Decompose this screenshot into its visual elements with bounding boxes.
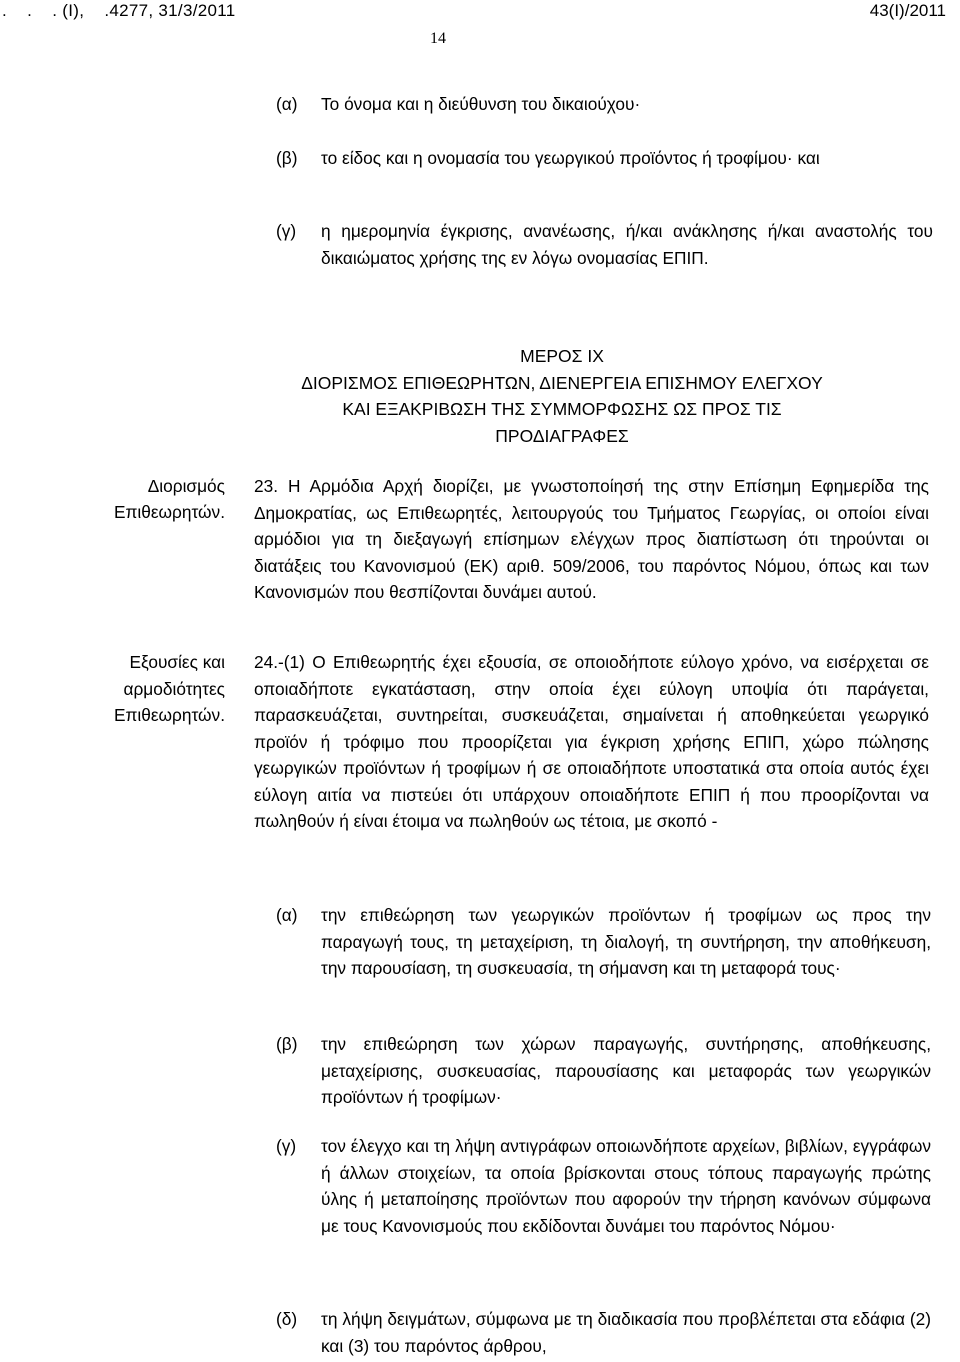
- list-item: [276, 902, 936, 1012]
- list-item-text: η ημερομηνία έγκρισης, ανανέωσης, ή/και ανάκλησης ή/και αναστολής του δικαιώματος χρήσης της εν λόγω ονομασίας ΕΠΙΠ.: [321, 221, 933, 268]
- list-item: [276, 1031, 936, 1115]
- list-item-label: (α): [276, 905, 298, 925]
- margin-note-line: Διορισμός: [147, 476, 225, 496]
- list-item-label: (γ): [276, 1136, 297, 1156]
- list-item-label: (β): [276, 148, 298, 168]
- list-item-label: (α): [276, 94, 298, 114]
- list-item-text: τη λήψη δειγμάτων, σύμφωνα με τη διαδικασία που προβλέπεται στα εδάφια (2) και (3) του παρόντος άρθρου,: [321, 1309, 931, 1356]
- list-item-text: την επιθεώρηση των χώρων παραγωγής, συντήρησης, αποθήκευσης, μεταχείρισης, συσκευασίας, παρουσίασης και μεταφοράς των γεωργικών προϊόντων ή τροφίμων·: [321, 1034, 931, 1108]
- section-24-text: 24.-(1) Ο Επιθεωρητής έχει εξουσία, σε οποιοδήποτε εύλογο χρόνο, να εισέρχεται σε οποιαδήποτε εγκατάσταση, στην οποία έχει εύλογη υποψία ότι παράγεται, παρασκευάζεται, συντηρείται, συσκευάζεται, σημαίνεται ή αποθηκεύεται γεωργικό προϊόν ή τρόφιμο που προορίζεται για έγκριση χρήσης ΕΠΙΠ, χώρο πώλησης γεωργικών προϊόντων ή τροφίμων ή σε οποιαδήποτε υποστατικά στα οποία αυτός έχει εύλογη αιτία να πιστεύει ότι υπάρχουν οποιαδήποτε ΕΠΙΠ ή που προορίζονται να πωληθούν ή είναι έτοιμα να πωληθούν ως τέτοια, με σκοπό -: [254, 652, 929, 831]
- margin-note-line: Επιθεωρητών.: [113, 705, 225, 725]
- page-number: 14: [430, 30, 446, 47]
- list-item: [276, 1306, 936, 1362]
- margin-note-line: αρμοδιότητες: [123, 678, 225, 699]
- list-item-text: Το όνομα και η διεύθυνση του δικαιούχου·: [321, 94, 641, 114]
- list-item-label: (γ): [276, 221, 297, 241]
- part-heading-line: ΜΕΡΟΣ ΙΧ: [520, 346, 604, 366]
- part-heading-line: ΠΡΟΔΙΑΓΡΑΦΕΣ: [495, 425, 629, 446]
- margin-note-line: Επιθεωρητών.: [113, 502, 225, 522]
- law-number: 43(Ι)/2011: [869, 1, 946, 20]
- list-item-text: το είδος και η ονομασία του γεωργικού προϊόντος ή τροφίμου· και: [321, 148, 820, 168]
- list-item-text: τον έλεγχο και τη λήψη αντιγράφων οποιωνδήποτε αρχείων, βιβλίων, εγγράφων ή άλλων στοιχείων, τα οποία βρίσκονται στους τόπους παραγωγής πρώτης ύλης ή μεταποίησης προϊόντων που αφορούν την τήρηση κανόνων σύμφωνα με τους Κανονισμούς που εκδίδονται δυνάμει του παρόντος Νόμου·: [321, 1136, 931, 1237]
- list-item-label: (β): [276, 1034, 298, 1054]
- list-item-text: την επιθεώρηση των γεωργικών προϊόντων ή τροφίμων ως προς την παραγωγή τους, τη μεταχείριση, τη διαλογή, τη συντήρηση, την αποθήκευση, την παρουσίαση, τη συσκευασία, τη σήμανση και τη μεταφορά τους·: [321, 905, 931, 979]
- part-heading-line: ΔΙΟΡΙΣΜΟΣ ΕΠΙΘΕΩΡΗΤΩΝ, ΔΙΕΝΕΡΓΕΙΑ ΕΠΙΣΗΜΟΥ ΕΛΕΓΧΟΥ: [301, 372, 823, 393]
- section-23-text: 23. Η Αρμόδια Αρχή διορίζει, με γνωστοποίησή της στην Επίσημη Εφημερίδα της Δημοκρατίας, ως Επιθεωρητές, λειτουργούς του Τμήματος Γεωργίας, οι οποίοι είναι αρμόδιοι για τη διεξαγωγή επίσημων ελέγχων προς διαπίστωση ότι τηρούνται οι διατάξεις του Κανονισμού (ΕΚ) αριθ. 509/2006, του παρόντος Νόμου, όπως και των Κανονισμών που θεσπίζονται δυνάμει αυτού.: [254, 476, 929, 602]
- gazette-reference: . . . (Ι), .4277, 31/3/2011: [2, 1, 236, 20]
- margin-note-line: Εξουσίες και: [129, 652, 225, 672]
- list-item-label: (δ): [276, 1309, 298, 1329]
- list-item: [276, 1133, 936, 1273]
- part-heading-line: ΚΑΙ ΕΞΑΚΡΙΒΩΣΗ ΤΗΣ ΣΥΜΜΟΡΦΩΣΗΣ ΩΣ ΠΡΟΣ ΤΙΣ: [342, 399, 782, 419]
